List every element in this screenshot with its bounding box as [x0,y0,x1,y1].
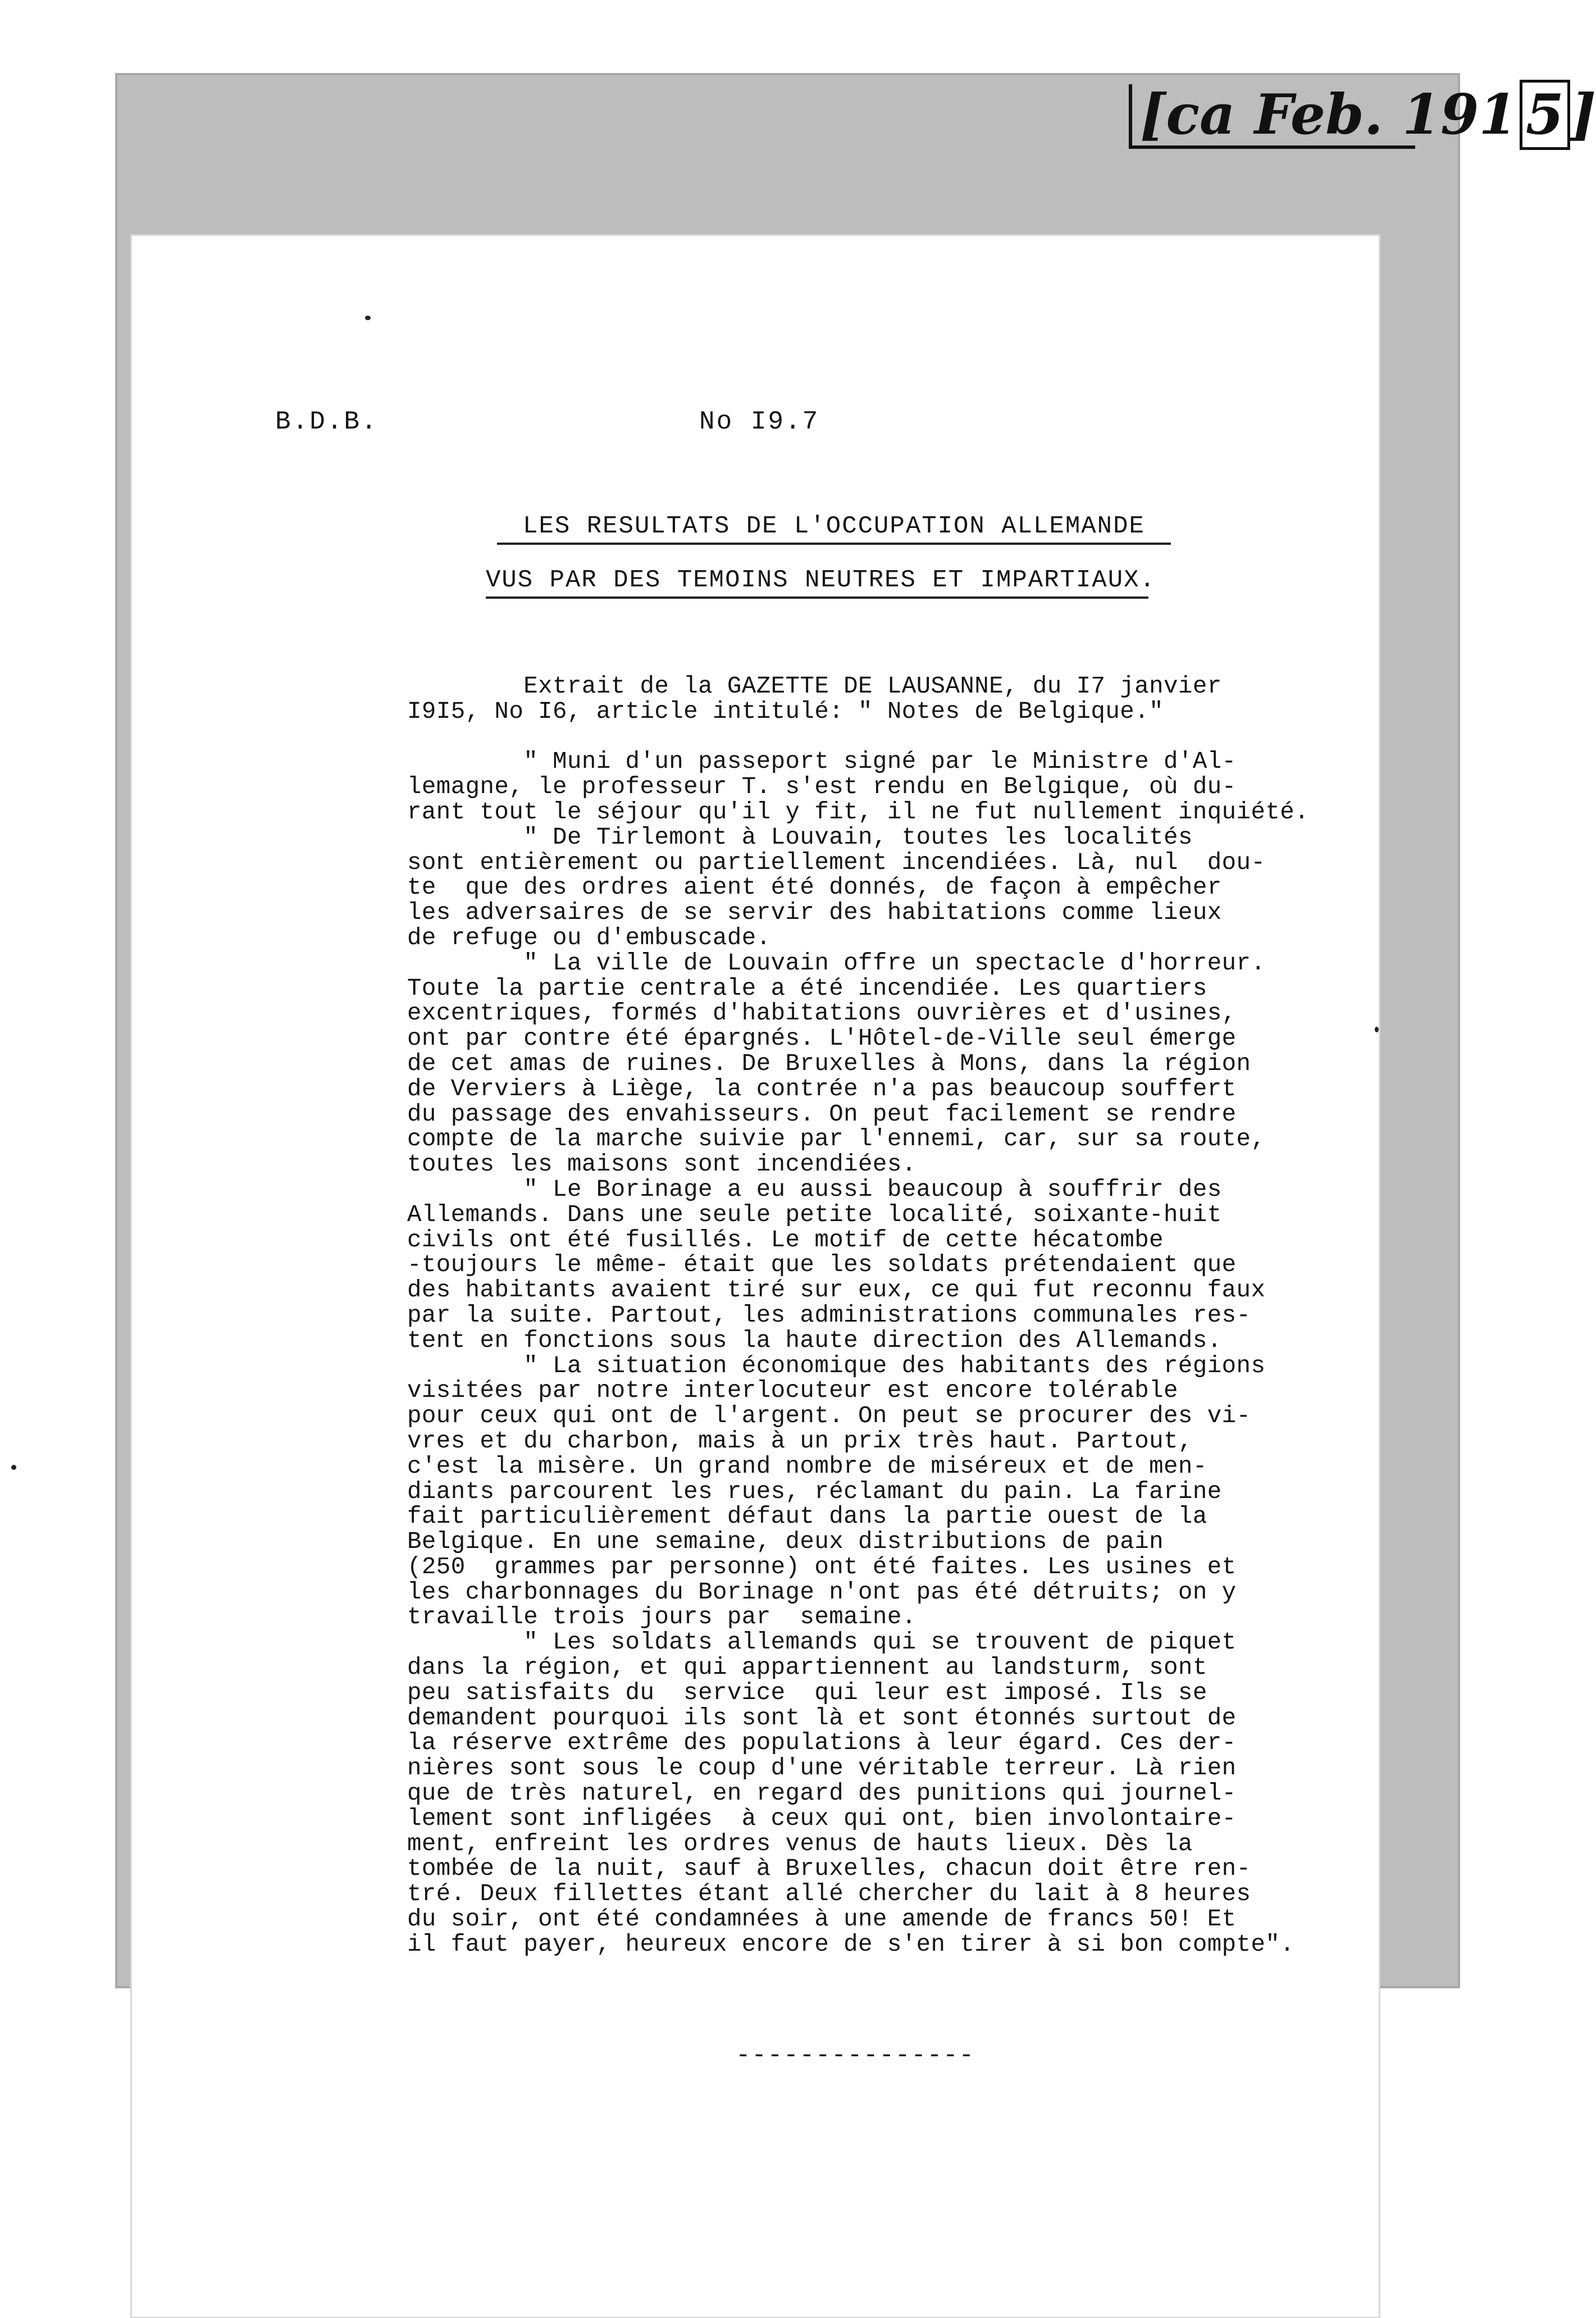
body-line: te que des ordres aient été donnés, de façon à empêcher [407,874,1222,901]
body-line [407,725,1328,750]
body-line: civils ont été fusillés. Le motif de cette hécatombe [407,1226,1164,1254]
annotation-closing: ] [1570,83,1596,147]
body-line: Toute la partie centrale a été incendiée. Les quartiers [407,974,1207,1002]
body-line: compte de la marche suivie par l'ennemi, car, sur sa route, [407,1126,1266,1153]
body-line: du soir, ont été condamnées à une amende de francs 50! Et [407,1906,1237,1933]
body-line: demandent pourquoi ils sont là et sont étonnés surtout de [407,1704,1237,1732]
body-line: que de très naturel, en regard des punitions qui journel- [407,1780,1237,1807]
body-line: de Verviers à Liège, la contrée n'a pas beaucoup souffert [407,1075,1237,1103]
body-line: la réserve extrême des populations à leur égard. Ces der- [407,1729,1237,1757]
body-line: tré. Deux fillettes étant allé chercher du lait à 8 heures [407,1880,1251,1908]
body-line: " La situation économique des habitants des régions [407,1352,1266,1379]
header-reference: B.D.B. [275,407,379,436]
body-line: " La ville de Louvain offre un spectacle d'horreur. [407,949,1266,977]
body-line: peu satisfaits du service qui leur est imposé. Ils se [407,1679,1207,1706]
article-body [407,674,1328,1957]
body-line: " Le Borinage a eu aussi beaucoup à souffrir des [407,1176,1222,1203]
body-line: dans la région, et qui appartiennent au landsturm, sont [407,1654,1207,1682]
body-line: ment, enfreint les ordres venus de hauts lieux. Dès la [407,1830,1193,1857]
body-line: visitées par notre interlocuteur est encore tolérable [407,1377,1178,1405]
body-line: excentriques, formés d'habitations ouvrières et d'usines, [407,1000,1237,1027]
body-line: tent en fonctions sous la haute direction des Allemands. [407,1327,1222,1354]
document-title-line-2: VUS PAR DES TEMOINS NEUTRES ET IMPARTIAUX. [486,566,1148,599]
header-number: No I9.7 [699,407,820,436]
body-line: -toujours le même- était que les soldats prétendaient que [407,1251,1237,1279]
body-line: les adversaires de se servir des habitations comme lieux [407,899,1222,927]
body-line: du passage des envahisseurs. On peut facilement se rendre [407,1100,1237,1128]
body-line: Belgique. En une semaine, deux distributions de pain [407,1528,1164,1556]
body-line: diants parcourent les rues, réclamant du pain. La farine [407,1478,1222,1505]
body-line: (250 grammes par personne) ont été faites. Les usines et [407,1553,1237,1581]
body-line: I9I5, No I6, article intitulé: " Notes de Belgique." [407,698,1164,725]
body-line: Allemands. Dans une seule petite localité, soixante-huit [407,1201,1222,1228]
handwritten-date-annotation [1129,83,1596,149]
body-line: fait particulièrement défaut dans la partie ouest de la [407,1503,1207,1531]
body-line: de refuge ou d'embuscade. [407,924,771,951]
body-line: il faut payer, heureux encore de s'en tirer à si bon compte". [407,1930,1295,1958]
body-line: " De Tirlemont à Louvain, toutes les localités [407,823,1193,851]
ink-speck [1375,1027,1379,1032]
body-line: rant tout le séjour qu'il y fit, il ne fut nullement inquiété. [407,798,1310,826]
body-line: travaille trois jours par semaine. [407,1604,916,1631]
body-line: " Muni d'un passeport signé par le Ministre d'Al- [407,748,1237,776]
annotation-last-digit: 5 [1520,80,1570,150]
body-line: lement sont infligées à ceux qui ont, bien involontaire- [407,1805,1237,1832]
body-line: nières sont sous le coup d'une véritable terreur. Là rien [407,1755,1237,1782]
document-title-line-1: LES RESULTATS DE L'OCCUPATION ALLEMANDE [497,512,1171,545]
body-line: toutes les maisons sont incendiées. [407,1151,916,1178]
body-line: les charbonnages du Borinage n'ont pas été détruits; on y [407,1578,1237,1606]
annotation-text: [ca Feb. 191 [1140,83,1517,147]
body-line: de cet amas de ruines. De Bruxelles à Mons, dans la région [407,1050,1251,1077]
closing-separator: --------------- [736,2042,975,2070]
body-line: sont entièrement ou partiellement incendiées. Là, nul dou- [407,849,1266,876]
body-line: Extrait de la GAZETTE DE LAUSANNE, du I7 janvier [407,673,1222,700]
body-line: vres et du charbon, mais à un prix très haut. Partout, [407,1427,1193,1455]
body-line: ont par contre été épargnés. L'Hôtel-de-Ville seul émerge [407,1025,1237,1053]
body-line: par la suite. Partout, les administrations communales res- [407,1301,1251,1329]
ink-speck [365,316,371,320]
body-line: pour ceux qui ont de l'argent. On peut se procurer des vi- [407,1402,1251,1430]
body-line: lemagne, le professeur T. s'est rendu en Belgique, où du- [407,773,1237,801]
body-line: des habitants avaient tiré sur eux, ce qui fut reconnu faux [407,1277,1266,1304]
body-line: tombée de la nuit, sauf à Bruxelles, chacun doit être ren- [407,1855,1251,1883]
body-line: c'est la misère. Un grand nombre de miséreux et de men- [407,1452,1207,1480]
body-line: " Les soldats allemands qui se trouvent de piquet [407,1629,1237,1656]
ink-speck [11,1465,16,1470]
